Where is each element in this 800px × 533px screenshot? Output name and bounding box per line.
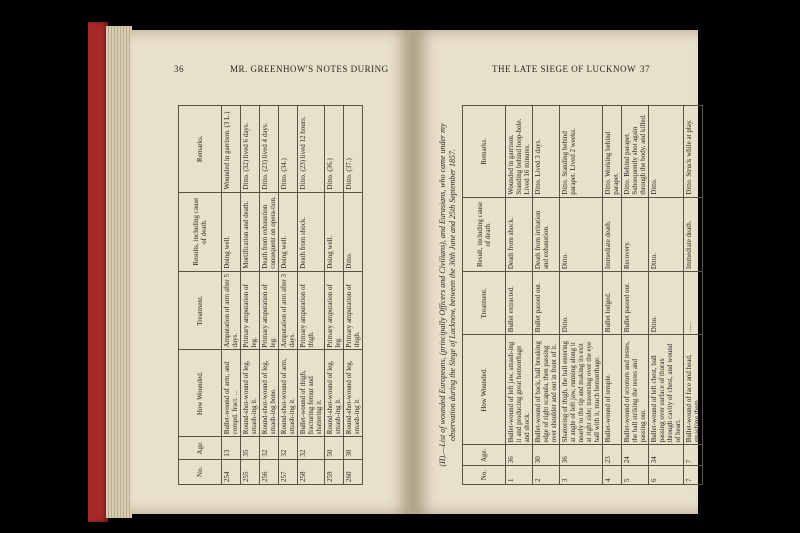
- col-header-result: Result, including cause of death.: [463, 197, 506, 271]
- col-header-treatment: Treatment.: [179, 271, 222, 350]
- cell-how: Round-shot-wound of leg, smash-ing bone.: [260, 350, 279, 437]
- cell-no: 1: [506, 466, 533, 485]
- cell-how: Round-shot-wound of arm, smash-ing it.: [279, 350, 298, 437]
- cell-remarks: Ditto. (32) lived 6 days.: [241, 106, 260, 193]
- col-header-age: Age.: [179, 437, 222, 459]
- left-table-header-row: [179, 106, 222, 485]
- right-table-caption: (II).—List of wounded Europeans, (principally Officers and Civilians), and Eurasians, who came under my observation during the Siege of Lucknow, between the 30th June and 25th September 1857.: [438, 123, 457, 467]
- cell-treatment: Primary amputation of leg.: [241, 271, 260, 350]
- cell-age: 13: [222, 437, 241, 459]
- table-row: [241, 106, 260, 485]
- right-table-wrapper: [438, 105, 703, 485]
- left-table: [178, 105, 363, 485]
- cell-result: Death from shock.: [506, 197, 533, 271]
- cell-result: Death from exhaustion consequent on opera-tion.: [260, 192, 279, 271]
- cell-age: 36: [560, 445, 603, 466]
- cell-age: 30: [344, 437, 363, 459]
- cell-how: Bullet-wound of thigh, fracturing femur and shattering it.: [298, 350, 325, 437]
- cell-result: Death from irritation and exhaustion.: [533, 197, 560, 271]
- left-running-head: MR. GREENHOW'S NOTES DURING: [230, 64, 389, 74]
- page-edges: [106, 26, 132, 518]
- cell-no: 255: [241, 459, 260, 484]
- cell-no: 5: [622, 466, 649, 485]
- right-page-number: 37: [640, 64, 650, 74]
- table-row: [325, 106, 344, 485]
- cell-remarks: Ditto. Struck while at play.: [684, 106, 703, 198]
- cell-treatment: ......: [684, 272, 703, 335]
- cell-treatment: Bullet lodged.: [603, 272, 622, 335]
- cell-result: Recovery.: [622, 197, 649, 271]
- cell-treatment: Primary amputation of thigh.: [344, 271, 363, 350]
- col-header-treatment: Treatment.: [463, 272, 506, 335]
- cell-age: 32: [298, 437, 325, 459]
- cell-treatment: Bullet passed out.: [622, 272, 649, 335]
- cell-treatment: Ditto.: [560, 272, 603, 335]
- cell-how: Bullet-wound of back, ball breaking edge of right scapula, then passing over shoulder and out in front of it.: [533, 335, 560, 445]
- cell-result: Doing well.: [325, 192, 344, 271]
- col-header-remarks: Remarks.: [463, 106, 506, 198]
- cell-how: Bullet-wound of scrotum and testes, the ball striking the testes and passing out.: [622, 335, 649, 445]
- cell-age: 36: [506, 445, 533, 466]
- cell-no: 254: [222, 459, 241, 484]
- cell-result: Mortification and death.: [241, 192, 260, 271]
- cell-treatment: Bullet passed out.: [533, 272, 560, 335]
- cell-how: Round-shot-wound of leg, smash-ing it.: [325, 350, 344, 437]
- table-row: [222, 106, 241, 485]
- table-row: [344, 106, 363, 485]
- cell-remarks: Ditto. (34.): [279, 106, 298, 193]
- cell-how: Shattering of thigh, the ball entering at angle of left jaw, running along it nearly to the tip and making its exit at right side; traversing over the eye ball with it, much hemorrhage.: [560, 335, 603, 445]
- cell-age: 50: [325, 437, 344, 459]
- cell-treatment: Primary amputation of leg.: [260, 271, 279, 350]
- cell-remarks: Ditto. Behind parapet. Subsequently shot again through the body, and killed.: [622, 106, 649, 198]
- cell-age: 30: [533, 445, 560, 466]
- cell-no: 260: [344, 459, 363, 484]
- cell-result: Ditto.: [344, 192, 363, 271]
- col-header-no: No.: [179, 459, 222, 484]
- cell-treatment: Amputation of arm after 3 days.: [279, 271, 298, 350]
- cell-treatment: Primary amputation of thigh.: [298, 271, 325, 350]
- book-cover-edge: [88, 22, 108, 522]
- cell-how: Round-shot-wound of leg, smash-ing it.: [344, 350, 363, 437]
- cell-no: 6: [649, 466, 684, 485]
- cell-how: Bullet-wound of face and head, smashing them.: [684, 335, 703, 445]
- cell-how: Bullet-wound of left jaw, smash-ing it and producing great hemorrhage and shock.: [506, 335, 533, 445]
- cell-age: 32: [260, 437, 279, 459]
- left-page-number: 36: [174, 64, 184, 74]
- cell-no: 258: [298, 459, 325, 484]
- cell-no: 2: [533, 466, 560, 485]
- col-header-remarks: Remarks.: [179, 106, 222, 193]
- cell-how: Round-shot-wound of leg, smash-ing it.: [241, 350, 260, 437]
- cell-remarks: Ditto. (23) lived 4 days.: [260, 106, 279, 193]
- cell-result: Ditto.: [649, 197, 684, 271]
- right-running-head: THE LATE SIEGE OF LUCKNOW: [492, 64, 636, 74]
- cell-result: Immediate death.: [603, 197, 622, 271]
- left-page: [130, 30, 412, 514]
- cell-remarks: Wounded in garrison. (3 L.): [222, 106, 241, 193]
- right-table-header-row: [463, 106, 506, 485]
- col-header-how: How Wounded.: [179, 350, 222, 437]
- table-row: [622, 106, 649, 485]
- cell-result: Death from shock.: [298, 192, 325, 271]
- cell-how: Bullet-wound of temple.: [603, 335, 622, 445]
- table-row: [279, 106, 298, 485]
- right-page: [412, 30, 701, 514]
- table-row: [260, 106, 279, 485]
- left-table-wrapper: [178, 105, 363, 485]
- cell-no: 4: [603, 466, 622, 485]
- cell-remarks: Ditto. Lived 3 days.: [533, 106, 560, 198]
- cell-result: Immediate death.: [684, 197, 703, 271]
- cell-remarks: Wounded in garrison. Standing behind loop-hole. Lived 16 minutes.: [506, 106, 533, 198]
- cell-age: 23: [603, 445, 622, 466]
- cell-remarks: Ditto. Standing behind parapet. Lived 2 weeks.: [560, 106, 603, 198]
- cell-remarks: Ditto. (23) lived 12 hours.: [298, 106, 325, 193]
- cell-remarks: Ditto. (36.): [325, 106, 344, 193]
- table-row: [506, 106, 533, 485]
- cell-age: 34: [649, 445, 684, 466]
- col-header-how: How Wounded.: [463, 335, 506, 445]
- table-row: [533, 106, 560, 485]
- cell-no: 259: [325, 459, 344, 484]
- table-row: [560, 106, 603, 485]
- cell-age: 7: [684, 445, 703, 466]
- cell-no: 257: [279, 459, 298, 484]
- cell-treatment: Primary amputation of leg.: [325, 271, 344, 350]
- cell-result: Doing well.: [222, 192, 241, 271]
- cell-remarks: Ditto.: [649, 106, 684, 198]
- cell-how: Bullet-wound of left chest, ball passing over surface of thorax through cavity of chest, and wound of heart.: [649, 335, 684, 445]
- cell-treatment: Bullet extracted.: [506, 272, 533, 335]
- table-row: [684, 106, 703, 485]
- table-row: [603, 106, 622, 485]
- right-table: [462, 105, 703, 485]
- cell-treatment: Amputation of arm after 5 days.: [222, 271, 241, 350]
- cell-age: 32: [279, 437, 298, 459]
- cell-remarks: Ditto. Working behind parapet.: [603, 106, 622, 198]
- cell-how: Bullet-wound of arm, and compd. fract. ...: [222, 350, 241, 437]
- table-row: [298, 106, 325, 485]
- col-header-no: No.: [463, 466, 506, 485]
- cell-treatment: Ditto.: [649, 272, 684, 335]
- cell-age: 35: [241, 437, 260, 459]
- cell-age: 24: [622, 445, 649, 466]
- left-table-body: [222, 106, 363, 485]
- col-header-result: Results, including cause of death.: [179, 192, 222, 271]
- cell-no: 256: [260, 459, 279, 484]
- table-row: [649, 106, 684, 485]
- col-header-age: Age.: [463, 445, 506, 466]
- cell-remarks: Ditto. (37.): [344, 106, 363, 193]
- cell-no: 3: [560, 466, 603, 485]
- right-table-body: [506, 106, 703, 485]
- cell-result: Ditto.: [560, 197, 603, 271]
- cell-result: Doing well.: [279, 192, 298, 271]
- cell-no: 7: [684, 466, 703, 485]
